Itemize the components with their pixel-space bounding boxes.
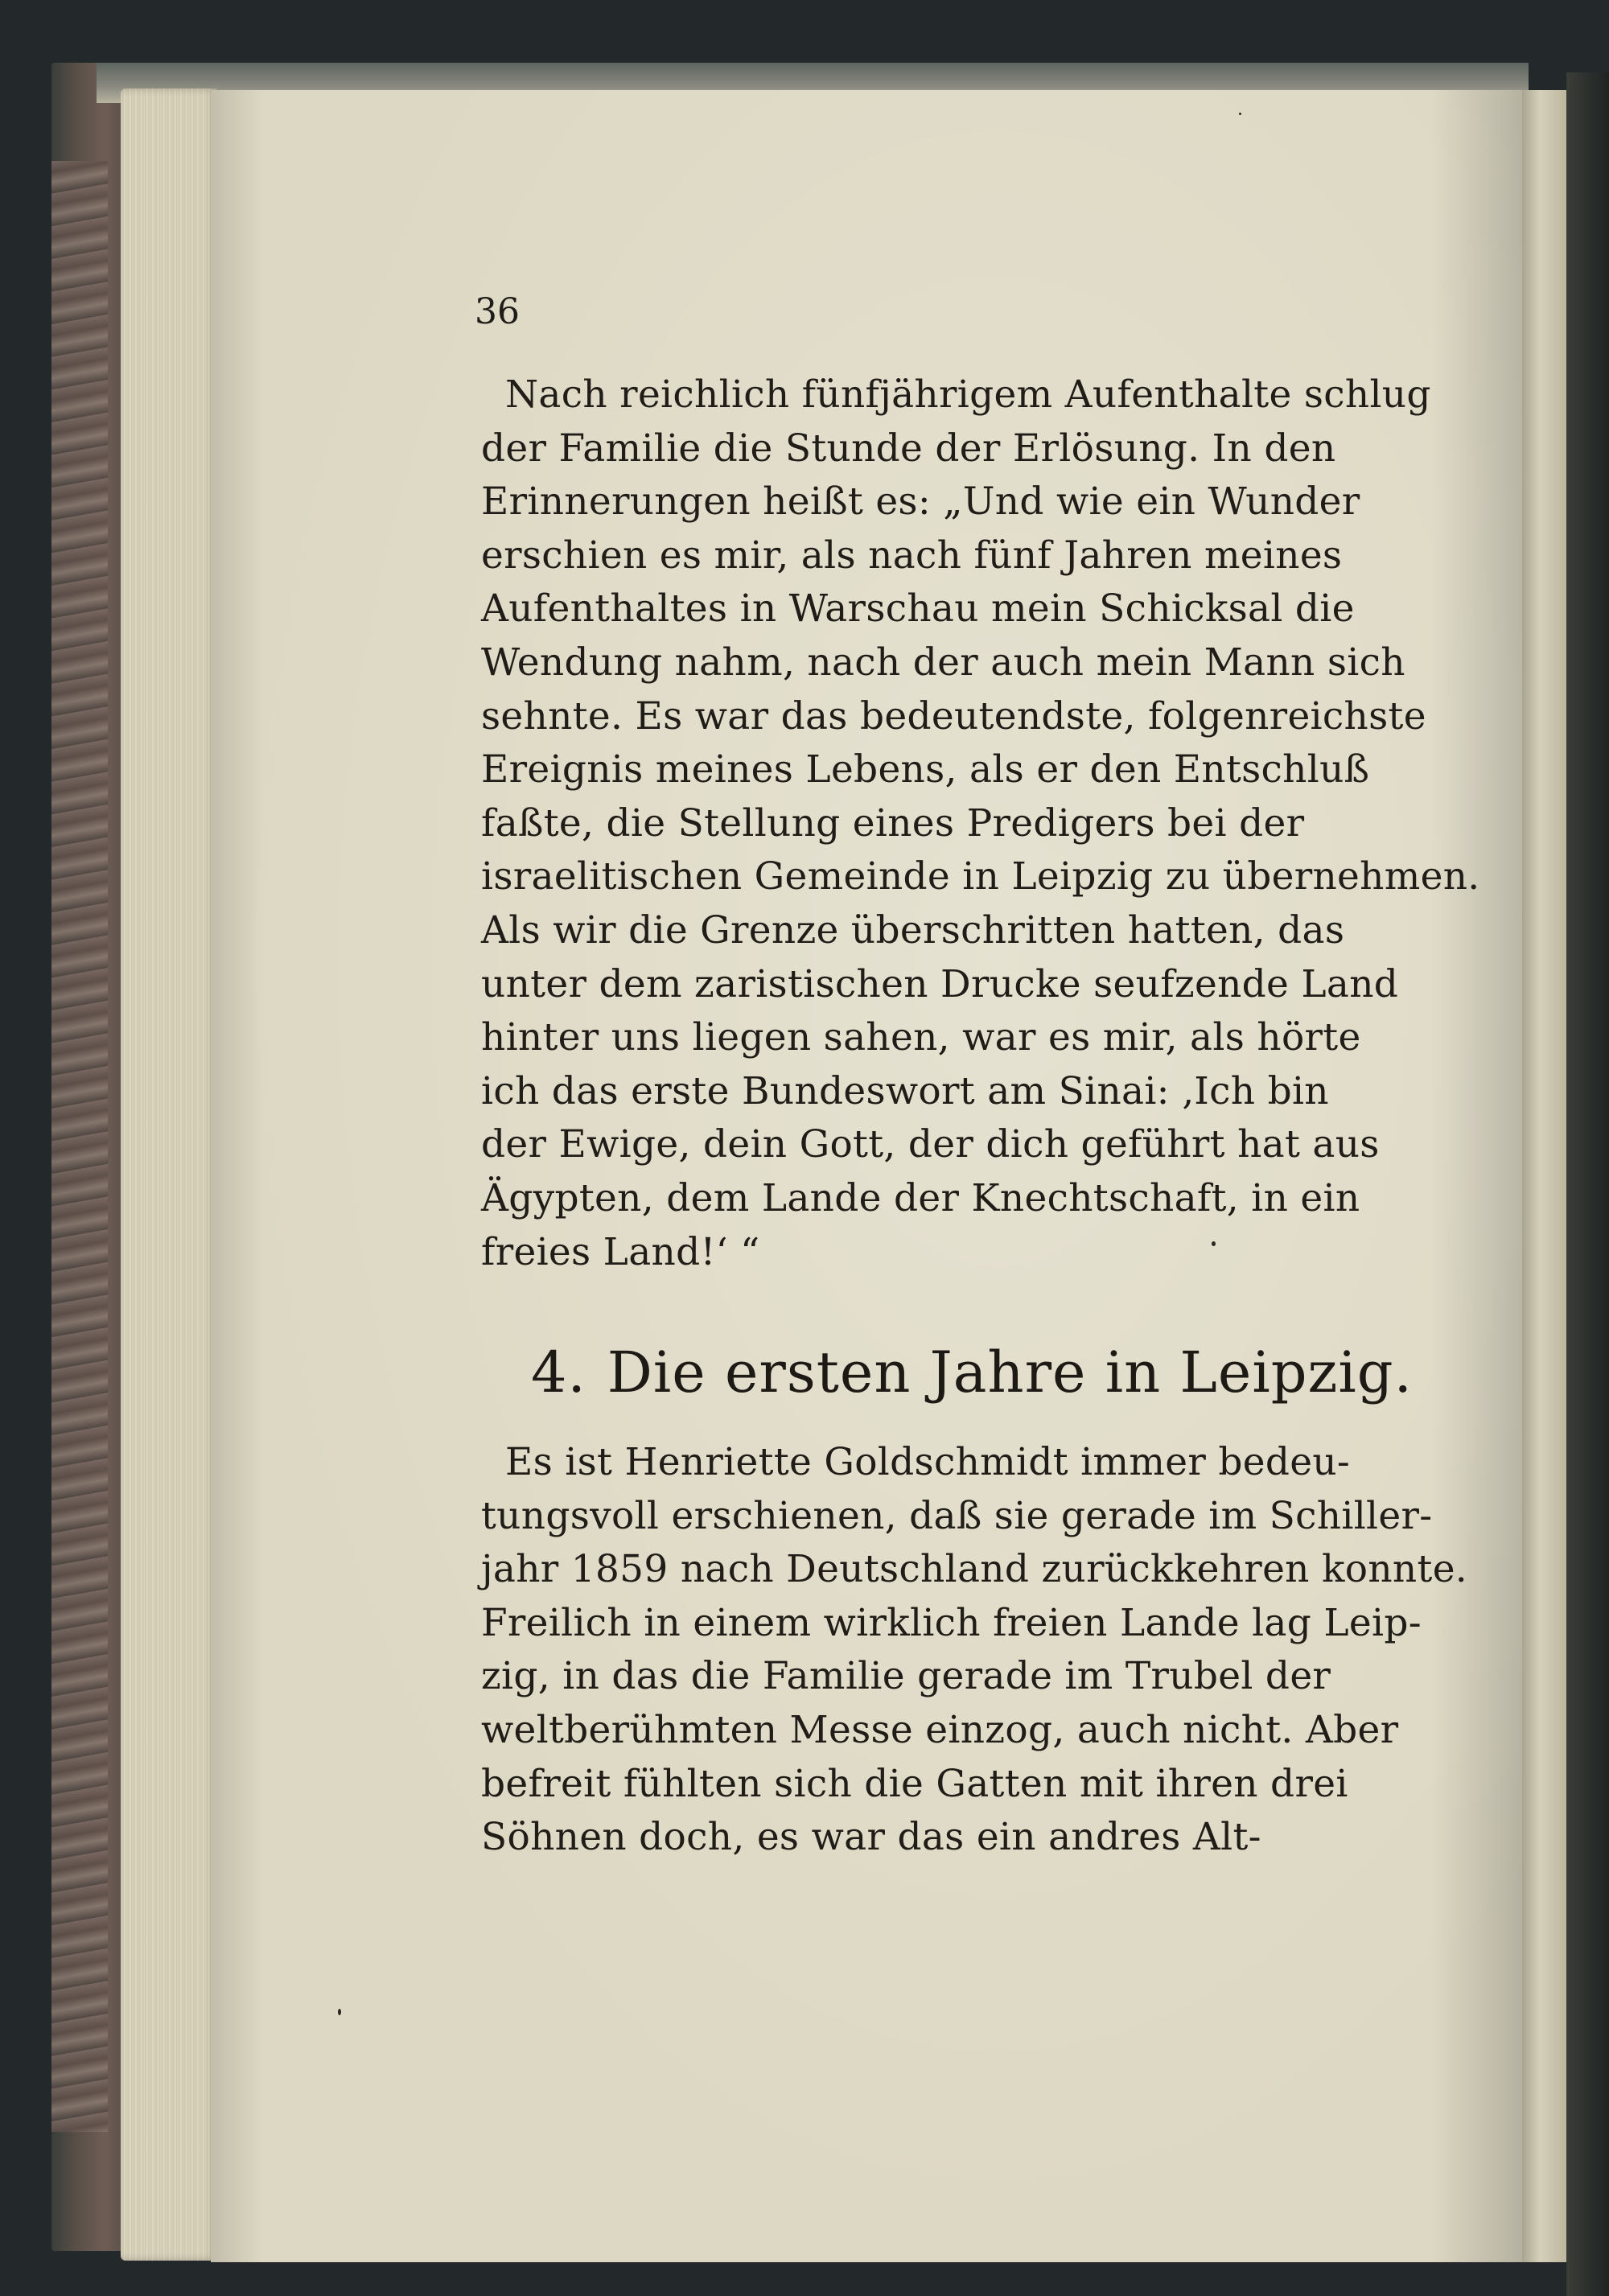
text-line: Söhnen doch, es war das ein andres Alt- xyxy=(481,1815,1261,1860)
text-line: Ägypten, dem Lande der Knechtschaft, in ein xyxy=(481,1175,1360,1220)
text-line: der Familie die Stunde der Erlösung. In den xyxy=(481,426,1336,471)
text-line: Ereignis meines Lebens, als er den Entschluß xyxy=(481,747,1370,792)
page-stack-edges xyxy=(121,88,217,2261)
text-line: jahr 1859 nach Deutschland zurückkehren konnte. xyxy=(481,1547,1468,1592)
text-line: Aufenthaltes in Warschau mein Schicksal die xyxy=(481,586,1355,632)
text-line: Wendung nahm, nach der auch mein Mann sich xyxy=(481,640,1405,685)
text-line: faßte, die Stellung eines Predigers bei der xyxy=(481,800,1305,846)
text-line: zig, in das die Familie gerade im Trubel der xyxy=(481,1654,1331,1699)
marbled-cover-edge xyxy=(51,161,108,2132)
paper-speck xyxy=(338,2009,341,2015)
text-line: weltberühmten Messe einzog, auch nicht. Aber xyxy=(481,1707,1399,1752)
page-number: 36 xyxy=(475,291,520,332)
text-line: freies Land!‘ “ xyxy=(481,1229,760,1274)
text-line: tungsvoll erschienen, daß sie gerade im Schiller- xyxy=(481,1493,1433,1538)
paragraph-1 xyxy=(481,368,1480,1279)
page-gutter xyxy=(1522,90,1566,2262)
text-line: unter dem zaristischen Drucke seufzende Land xyxy=(481,961,1399,1006)
text-line: Als wir die Grenze überschritten hatten, das xyxy=(481,907,1345,953)
paper-speck xyxy=(1239,113,1241,115)
paragraph-2 xyxy=(481,1436,1468,1865)
paper-speck xyxy=(1212,1241,1216,1246)
text-line: Nach reichlich fünfjährigem Aufenthalte schlug xyxy=(505,372,1431,417)
text-line: hinter uns liegen sahen, war es mir, als hörte xyxy=(481,1015,1361,1060)
chapter-title: Die ersten Jahre in Leipzig. xyxy=(607,1339,1413,1405)
text-line: befreit fühlten sich die Gatten mit ihren drei xyxy=(481,1761,1348,1806)
text-line: Es ist Henriette Goldschmidt immer bedeu- xyxy=(505,1440,1351,1484)
chapter-number: 4. xyxy=(531,1339,586,1405)
text-line: der Ewige, dein Gott, der dich geführt hat aus xyxy=(481,1122,1380,1167)
text-line: israelitischen Gemeinde in Leipzig zu übernehmen. xyxy=(481,854,1480,899)
text-line: sehnte. Es war das bedeutendste, folgenreichste xyxy=(481,693,1426,739)
text-line: ich das erste Bundeswort am Sinai: ‚Ich bin xyxy=(481,1068,1329,1113)
right-background xyxy=(1566,72,1609,2296)
chapter-heading xyxy=(531,1339,1413,1405)
text-line: Freilich in einem wirklich freien Lande lag Leip- xyxy=(481,1600,1422,1645)
text-line: Erinnerungen heißt es: „Und wie ein Wunder xyxy=(481,479,1360,525)
text-line: erschien es mir, als nach fünf Jahren meines xyxy=(481,533,1343,578)
